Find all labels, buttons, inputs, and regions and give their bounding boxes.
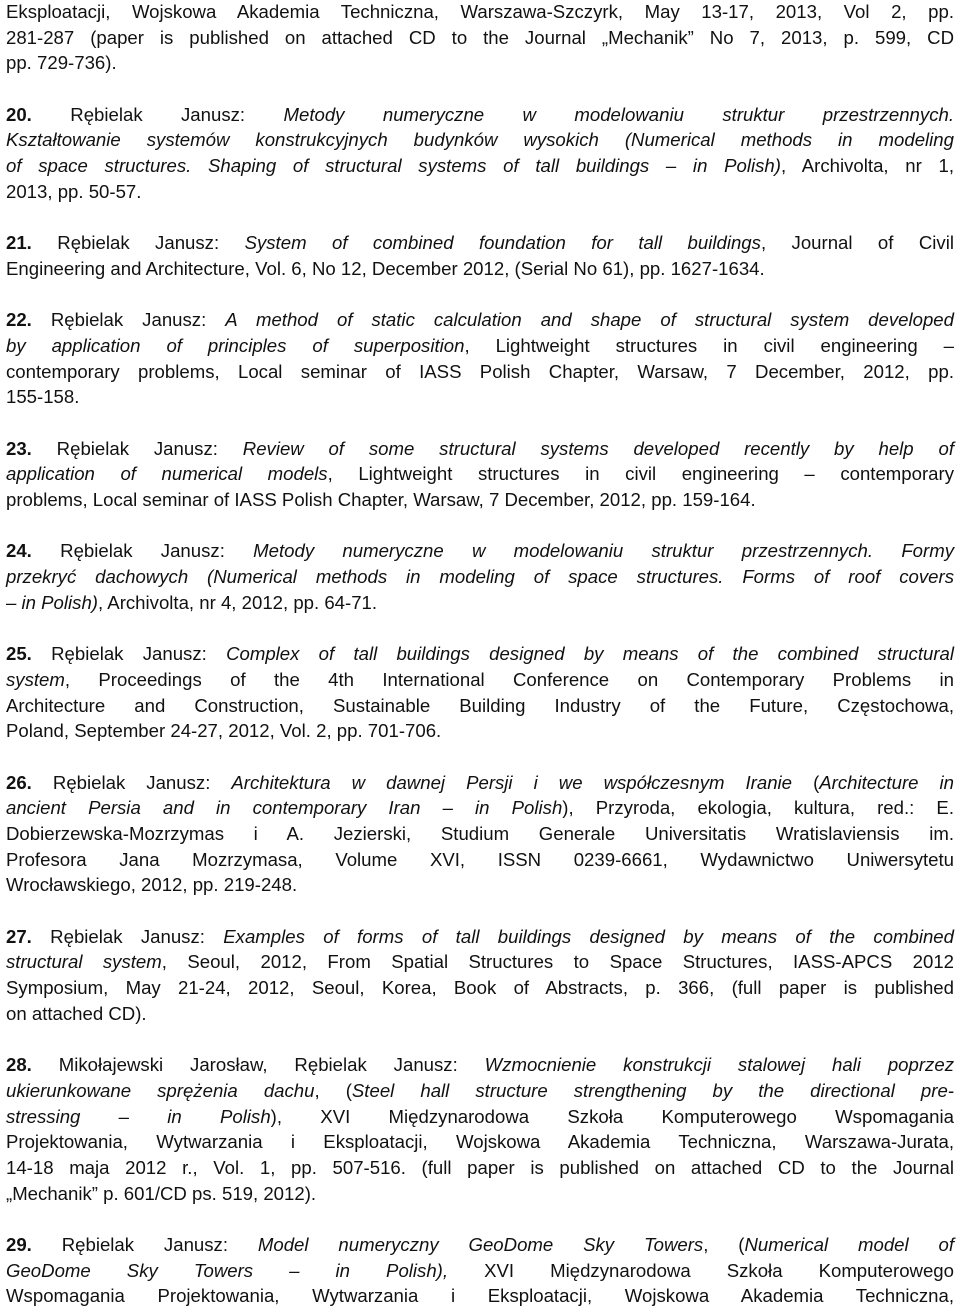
- citation-text: Rębielak Janusz:: [31, 437, 243, 459]
- entry-number: 23.: [6, 437, 32, 459]
- citation-text: Poland, September 24-27, 2012, Vol. 2, pp. 701-706.: [6, 720, 442, 742]
- text-line: [6, 179, 954, 205]
- citation-text: ), XVI Międzynarodowa Szkoła Komputerowego Wspomagania: [270, 1105, 954, 1127]
- citation-text: Rębielak Janusz:: [31, 309, 226, 331]
- italic-title-text: application of numerical models: [6, 463, 328, 485]
- italic-title-text: przekryć dachowych (Numerical methods in modeling of space structures. Forms of roof covers: [6, 566, 954, 588]
- text-line: [6, 25, 954, 51]
- italic-title-text: Metody numeryczne w modelowaniu struktur przestrzennych.: [283, 103, 954, 125]
- citation-text: , Archivolta, nr 4, 2012, pp. 64-71.: [97, 591, 378, 613]
- entry-gap: [6, 76, 954, 102]
- reference-entry-23: [6, 436, 954, 513]
- citation-text: Rębielak Janusz:: [31, 232, 245, 254]
- text-line: [6, 230, 954, 256]
- lead-fragment: [6, 0, 954, 76]
- italic-title-text: Metody numeryczne w modelowaniu struktur przestrzennych. Formy: [253, 540, 954, 562]
- entry-gap: [6, 744, 954, 770]
- text-line: [6, 1181, 954, 1207]
- text-line: [6, 1258, 954, 1284]
- entry-gap: [6, 410, 954, 436]
- text-line: [6, 127, 954, 153]
- citation-text: Engineering and Architecture, Vol. 6, No 12, December 2012, (Serial No 61), pp. 1627-1634.: [6, 257, 765, 279]
- text-line: [6, 590, 954, 616]
- text-line: [6, 564, 954, 590]
- reference-entry-25: [6, 641, 954, 744]
- entry-gap: [6, 282, 954, 308]
- italic-title-text: Review of some structural systems developed recently by help of: [242, 437, 954, 459]
- citation-text: , Lightweight structures in civil engineering – contemporary: [327, 463, 954, 485]
- reference-entry-24: [6, 538, 954, 615]
- reference-entry-29: [6, 1232, 954, 1309]
- italic-title-text: A method of static calculation and shape of structural system developed: [225, 309, 954, 331]
- text-line: [6, 667, 954, 693]
- reference-entry-27: [6, 924, 954, 1027]
- entry-number: 27.: [6, 925, 32, 947]
- entry-number: 22.: [6, 309, 32, 331]
- text-line: [6, 538, 954, 564]
- text-line: [6, 256, 954, 282]
- text-line: [6, 924, 954, 950]
- text-line: [6, 795, 954, 821]
- text-line: [6, 359, 954, 385]
- citation-text: , Proceedings of the 4th International Conference on Contemporary Problems in: [64, 668, 954, 690]
- citation-text: Rębielak Janusz:: [31, 925, 224, 947]
- citation-text: ), Przyroda, ekologia, kultura, red.: E.: [562, 797, 954, 819]
- text-line: [6, 333, 954, 359]
- citation-text: problems, Local seminar of IASS Polish Chapter, Warsaw, 7 December, 2012, pp. 159-164.: [6, 489, 756, 511]
- italic-title-text: Model numeryczny GeoDome Sky Towers: [257, 1234, 704, 1255]
- entry-gap: [6, 513, 954, 539]
- citation-text: , Lightweight structures in civil engineering –: [464, 334, 954, 356]
- text-line: [6, 949, 954, 975]
- citation-text: XVI Międzynarodowa Szkoła Komputerowego: [448, 1259, 954, 1281]
- italic-title-text: of space structures. Shaping of structural systems of tall buildings – in Polish): [6, 155, 781, 177]
- reference-entry-26: [6, 770, 954, 898]
- text-line: [6, 461, 954, 487]
- italic-title-text: stressing – in Polish: [6, 1105, 271, 1127]
- text-line: [6, 487, 954, 513]
- entry-gap: [6, 1206, 954, 1232]
- text-line: [6, 1104, 954, 1130]
- entry-gap: [6, 616, 954, 642]
- italic-title-text: Wzmocnienie konstrukcji stalowej hali poprzez: [484, 1054, 954, 1076]
- citation-text: Mikołajewski Jarosław, Rębielak Janusz:: [31, 1054, 485, 1076]
- citation-text: on attached CD).: [6, 1002, 147, 1024]
- text-line: [6, 1001, 954, 1027]
- text-line: [6, 770, 954, 796]
- citation-text: Profesora Jana Mozrzymasa, Volume XVI, ISSN 0239-6661, Wydawnictwo Uniwersytetu: [6, 848, 954, 870]
- text-line: [6, 1283, 954, 1309]
- text-line: [6, 1129, 954, 1155]
- citation-text: , Archivolta, nr 1,: [780, 155, 954, 177]
- italic-title-text: structural system: [6, 951, 162, 973]
- citation-text: 2013, pp. 50-57.: [6, 180, 142, 202]
- entry-number: 29.: [6, 1234, 32, 1255]
- italic-title-text: ancient Persia and in contemporary Iran – in Polish: [6, 797, 563, 819]
- entry-gap: [6, 898, 954, 924]
- text-line: [6, 641, 954, 667]
- text-line: [6, 847, 954, 873]
- citation-text: Wrocławskiego, 2012, pp. 219-248.: [6, 874, 298, 896]
- italic-title-text: by application of principles of superposition: [6, 334, 465, 356]
- text-line: [6, 975, 954, 1001]
- italic-title-text: ukierunkowane sprężenia dachu: [6, 1079, 315, 1101]
- italic-title-text: Numerical model of: [744, 1234, 955, 1255]
- citation-text: Projektowania, Wytwarzania i Eksploatacji, Wojskowa Akademia Techniczna, Warszawa-Jurata,: [6, 1131, 954, 1153]
- citation-text: Rębielak Janusz:: [31, 771, 232, 793]
- citation-text: , (: [703, 1234, 745, 1255]
- reference-entry-28: [6, 1052, 954, 1206]
- text-line: [6, 50, 954, 76]
- italic-title-text: Complex of tall buildings designed by means of the combined structural: [226, 643, 954, 665]
- text-line: [6, 384, 954, 410]
- entry-number: 21.: [6, 232, 32, 254]
- citation-text: Eksploatacji, Wojskowa Akademia Techniczna, Warszawa-Szczyrk, May 13-17, 2013, Vol 2, pp.: [6, 1, 954, 22]
- citation-text: Wspomagania Projektowania, Wytwarzania i Eksploatacji, Wojskowa Akademia Techniczna,: [6, 1285, 954, 1307]
- citation-text: Rębielak Janusz:: [31, 1234, 258, 1255]
- reference-entry-20: [6, 102, 954, 205]
- citation-text: Rębielak Janusz:: [31, 103, 284, 125]
- italic-title-text: Examples of forms of tall buildings designed by means of the combined: [223, 925, 954, 947]
- entry-number: 20.: [6, 103, 32, 125]
- italic-title-text: – in Polish): [6, 591, 98, 613]
- text-line: [6, 1052, 954, 1078]
- entry-number: 26.: [6, 771, 32, 793]
- entry-gap: [6, 205, 954, 231]
- text-line: [6, 1155, 954, 1181]
- italic-title-text: Architektura w dawnej Persji i we współczesnym Iranie: [231, 771, 793, 793]
- italic-title-text: GeoDome Sky Towers – in Polish),: [6, 1259, 449, 1281]
- text-line: [6, 1232, 954, 1258]
- citation-text: contemporary problems, Local seminar of IASS Polish Chapter, Warsaw, 7 December, 2012, pp.: [6, 360, 954, 382]
- entry-gap: [6, 1027, 954, 1053]
- entry-number: 25.: [6, 643, 32, 665]
- citation-text: , (: [314, 1079, 352, 1101]
- citation-text: Rębielak Janusz:: [31, 643, 227, 665]
- citation-text: , Seoul, 2012, From Spatial Structures to Space Structures, IASS-APCS 2012: [161, 951, 954, 973]
- text-line: [6, 1078, 954, 1104]
- text-line: [6, 307, 954, 333]
- italic-title-text: Steel hall structure strengthening by the directional pre-: [351, 1079, 954, 1101]
- italic-title-text: System of combined foundation for tall buildings: [244, 232, 761, 254]
- citation-text: (: [792, 771, 820, 793]
- citation-text: 14-18 maja 2012 r., Vol. 1, pp. 507-516. (full paper is published on attached CD to the Journal: [6, 1156, 954, 1178]
- text-line: [6, 821, 954, 847]
- text-line: [6, 153, 954, 179]
- citation-text: 281-287 (paper is published on attached CD to the Journal „Mechanik” No 7, 2013, p. 599, CD: [6, 26, 954, 48]
- text-line: [6, 102, 954, 128]
- citation-text: Architecture and Construction, Sustainable Building Industry of the Future, Częstochowa,: [6, 694, 954, 716]
- text-line: [6, 718, 954, 744]
- citation-text: pp. 729-736).: [6, 52, 117, 74]
- entry-number: 28.: [6, 1054, 32, 1076]
- citation-text: „Mechanik” p. 601/CD ps. 519, 2012).: [6, 1182, 317, 1204]
- document-page: [6, 0, 954, 1309]
- reference-entry-21: [6, 230, 954, 281]
- text-line: [6, 872, 954, 898]
- text-line: [6, 0, 954, 25]
- citation-text: Dobierzewska-Mozrzymas i A. Jezierski, Studium Generale Universitatis Wratislaviensis im.: [6, 823, 954, 844]
- italic-title-text: Kształtowanie systemów konstrukcyjnych budynków wysokich (Numerical methods in modeling: [6, 129, 954, 151]
- text-line: [6, 693, 954, 719]
- text-line: [6, 436, 954, 462]
- entry-number: 24.: [6, 540, 32, 562]
- italic-title-text: Architecture in: [819, 771, 954, 793]
- italic-title-text: system: [6, 668, 65, 690]
- reference-entry-22: [6, 307, 954, 410]
- citation-text: 155-158.: [6, 386, 80, 408]
- citation-text: , Journal of Civil: [760, 232, 954, 254]
- citation-text: Symposium, May 21-24, 2012, Seoul, Korea, Book of Abstracts, p. 366, (full paper is published: [6, 977, 954, 999]
- citation-text: Rębielak Janusz:: [31, 540, 254, 562]
